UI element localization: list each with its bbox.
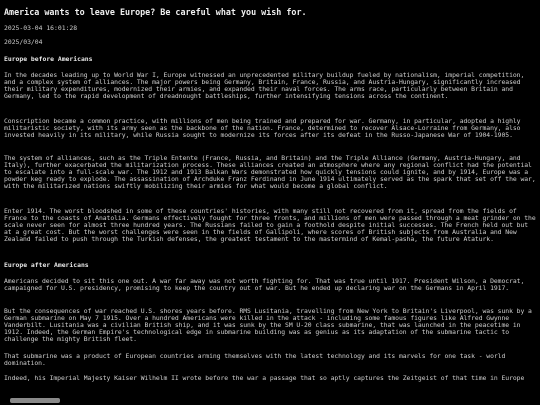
paragraph: That submarine was a product of European countries arming themselves with the latest technology and its marvels for one task - world domination. bbox=[4, 352, 506, 368]
paragraph: Indeed, his Imperial Majesty Kaiser Wilhelm II wrote before the war a passage that so aptly captures the Zeitgeist of that time in Europe bbox=[4, 374, 525, 382]
article-title: America wants to leave Europe? Be careful what you wish for. bbox=[4, 7, 307, 17]
paragraph: Conscription became a common practice, with millions of men being trained and prepared for war. Germany, in particular, adopted a highly militaristic society, with its army seen as the backbone of the nation. France, determined to recover Alsace-Lorraine from Germany, also invested heavily in its military, while Russia sought to modernize its forces after its defeat in the Russo-Japanese War of 1904-1905. bbox=[4, 117, 521, 140]
paragraph: In the decades leading up to World War I, Europe witnessed an unprecedented military buildup fueled by nationalism, imperial competition, and a complex system of alliances. The major powers being Germany, Britain, France, Russia, and Austria-Hungary, significantly increased their military expenditures, modernized their armies, and expanded their naval forces. The arms race, particularly between Britain and Germany, led to the rapid development of dreadnought battleships, further intensifying tensions across the continent. bbox=[4, 71, 525, 101]
paragraph: Enter 1914. The worst bloodshed in some of these countries' histories, with many still not recovered from it, spread from the fields of France to the coasts of Anatolia. Germans effectively fought for three fronts, and millions of men were passed through a meat grinder on the scale never seen for almost three hundred years. The Russians failed to gain a foothold despite initial successes. The French held out but at a great cost. But the worst challenges were seen in the fields of Gallipoli, where scores of British subjects from Australia and New Zealand failed to push through the Turkish defenses, the greatest testament to the mastermind of Kemal-pasha, the future Ataturk. bbox=[4, 207, 536, 244]
paragraph: But the consequences of war reached U.S. shores years before. RMS Lusitania, travelling from New York to Britain's Liverpool, was sunk by a German submarine on May 7 1915. Over a hundred Americans were killed in the attack - including some famous figures like Alfred Gwynne Vanderbilt. Lusitania was a civilian British ship, and it was sunk by the SM U-20 class submarine, that was launched in the peacetime in 1912. Indeed, the German Empire's technological edge in submarine building was as genius as its adaptation of the submarine tactic to challenge the mighty British fleet. bbox=[4, 307, 532, 344]
paragraph: The system of alliances, such as the Triple Entente (France, Russia, and Britain) and the Triple Alliance (Germany, Austria-Hungary, and Italy), further exacerbated the militarization process. These alliances created an atmosphere where any regional conflict had the potential to escalate into a full-scale war. The 1912 and 1913 Balkan Wars demonstrated how quickly tensions could ignite, and by 1914, Europe was a powder keg ready to explode. The assassination of Archduke Franz Ferdinand in June 1914 ultimately served as the spark that set off the war, with the militarized nations swiftly mobilizing their armies for what would become a global conflict. bbox=[4, 154, 536, 191]
horizontal-scrollbar[interactable] bbox=[10, 398, 60, 403]
section-heading: Europe before Americans bbox=[4, 55, 93, 63]
article-date: 2025/03/04 bbox=[4, 38, 43, 46]
paragraph: Americans decided to sit this one out. A war far away was not worth fighting for. That was true until 1917. President Wilson, a Democrat, campaigned for U.S. presidency, promising to keep the country out of war. But he ended up declaring war on the Germans in April 1917. bbox=[4, 277, 525, 293]
section-heading: Europe after Americans bbox=[4, 261, 89, 269]
article-timestamp: 2025-03-04 16:01:28 bbox=[4, 24, 78, 32]
